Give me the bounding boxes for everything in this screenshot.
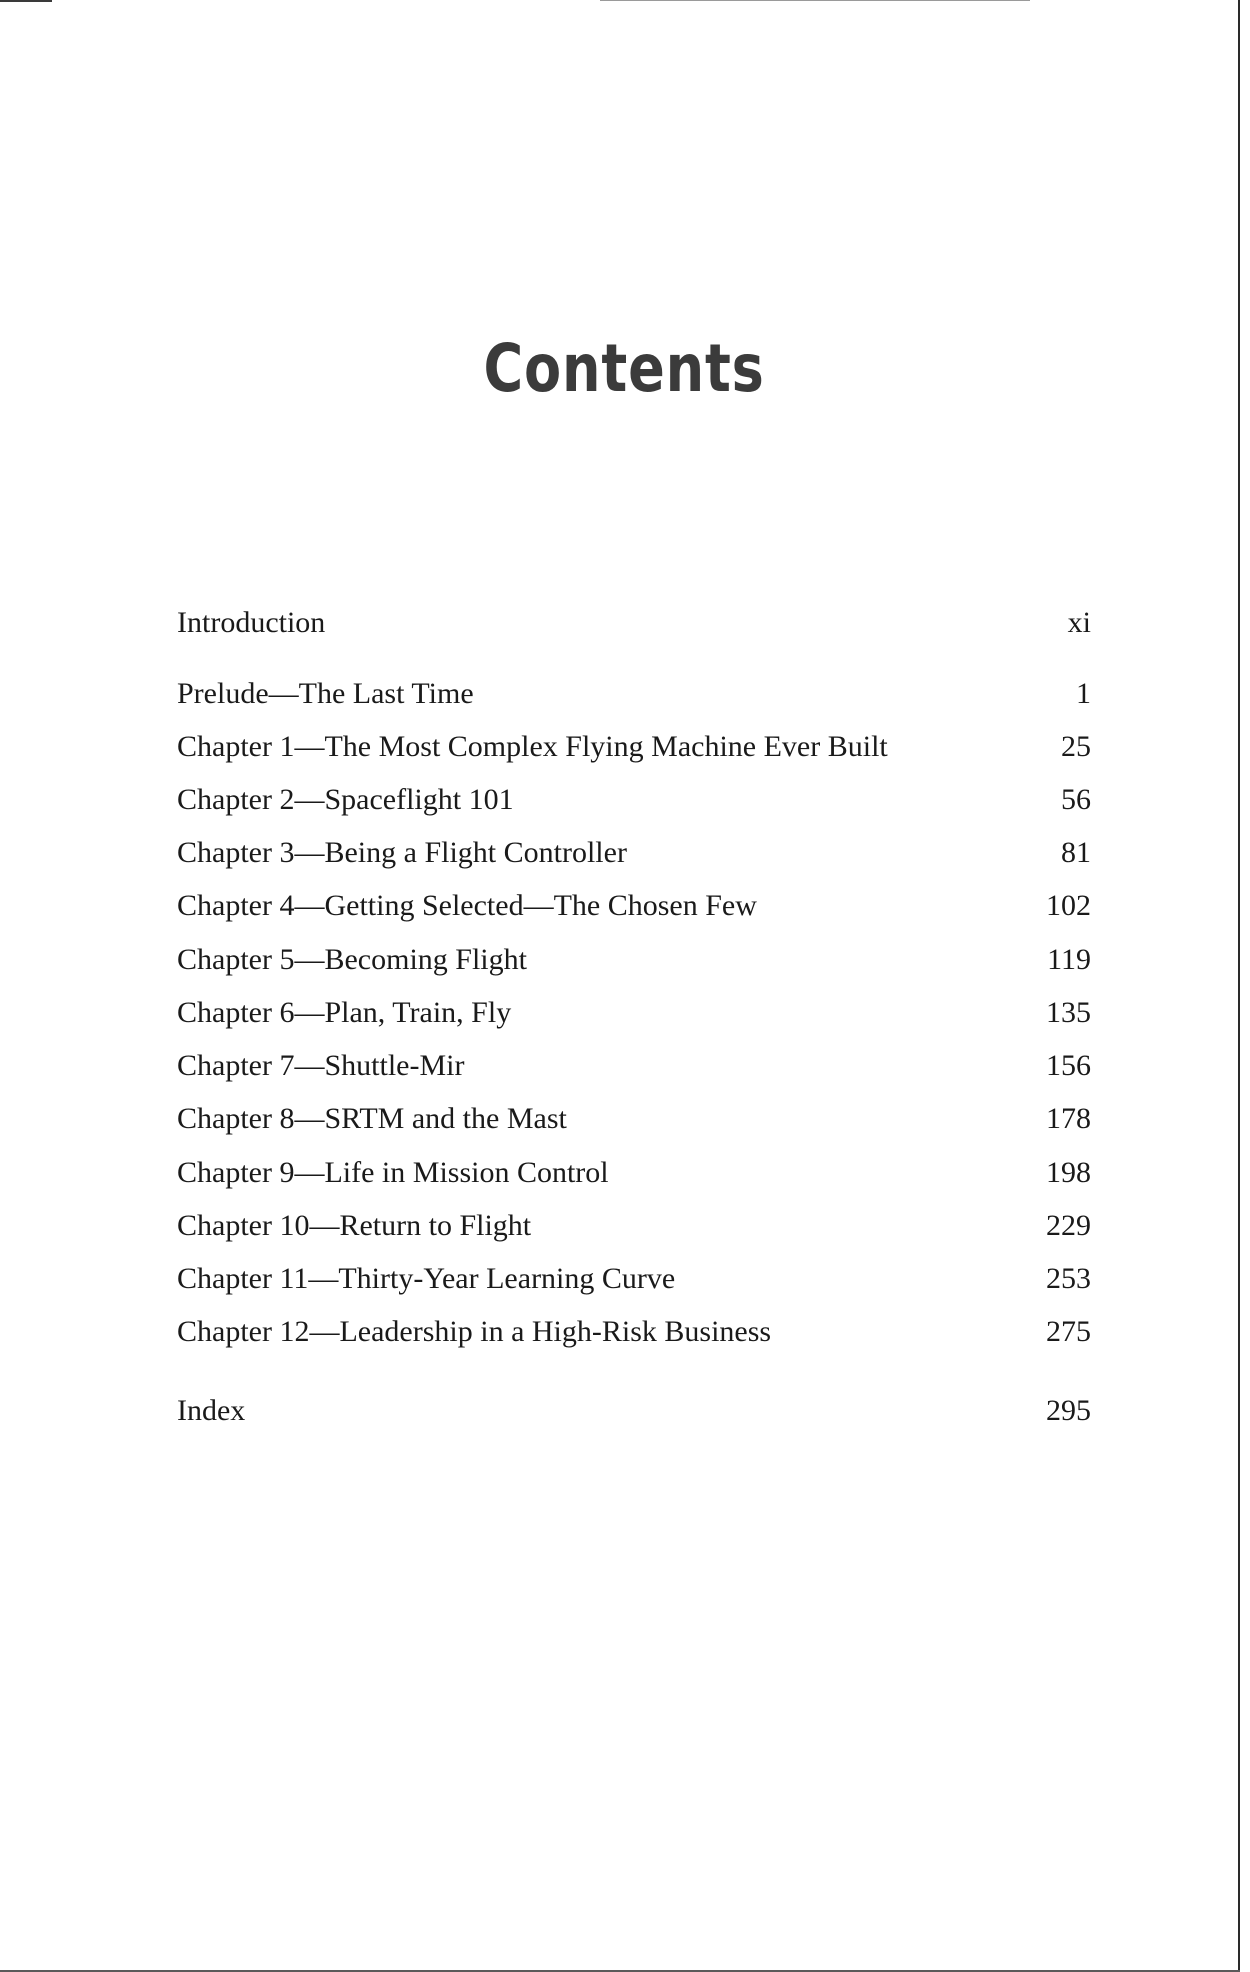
page-title: Contents xyxy=(483,330,765,407)
scan-edge-top xyxy=(0,0,52,2)
toc-entry-chapter-9[interactable] xyxy=(177,1153,1091,1193)
toc-entry-label: Chapter 2—Spaceflight 101 xyxy=(177,783,514,816)
toc-entry-label: Chapter 9—Life in Mission Control xyxy=(177,1156,609,1189)
toc-entry-index[interactable] xyxy=(177,1391,1091,1431)
toc-entry-chapter-6[interactable] xyxy=(177,993,1091,1033)
toc-entry-label: Chapter 3—Being a Flight Controller xyxy=(177,836,627,869)
toc-entry-chapter-2[interactable] xyxy=(177,780,1091,820)
toc-entry-label: Chapter 1—The Most Complex Flying Machine Ever Built xyxy=(177,730,888,763)
toc-entry-prelude[interactable] xyxy=(177,674,1091,714)
toc-entry-label: Prelude—The Last Time xyxy=(177,677,474,710)
toc-entry-chapter-4[interactable] xyxy=(177,886,1091,926)
toc-entry-chapter-5[interactable] xyxy=(177,940,1091,980)
toc-entry-chapter-11[interactable] xyxy=(177,1259,1091,1299)
toc-entry-page: 229 xyxy=(1046,1209,1091,1242)
toc-entry-label: Introduction xyxy=(177,606,326,639)
toc-entry-label: Chapter 10—Return to Flight xyxy=(177,1209,532,1242)
toc-entry-page: 56 xyxy=(1061,783,1091,816)
toc-entry-label: Chapter 6—Plan, Train, Fly xyxy=(177,996,512,1029)
toc-entry-label: Chapter 12—Leadership in a High-Risk Business xyxy=(177,1315,772,1348)
toc-entry-page: 81 xyxy=(1061,836,1091,869)
toc-entry-chapter-10[interactable] xyxy=(177,1206,1091,1246)
toc-entry-page: 295 xyxy=(1046,1394,1091,1427)
toc-entry-label: Chapter 8—SRTM and the Mast xyxy=(177,1102,567,1135)
toc-entry-chapter-12[interactable] xyxy=(177,1312,1091,1352)
toc-entry-chapter-8[interactable] xyxy=(177,1099,1091,1139)
toc-entry-page: 275 xyxy=(1046,1315,1091,1348)
toc-entry-label: Chapter 4—Getting Selected—The Chosen Few xyxy=(177,889,757,922)
toc-entry-label: Chapter 11—Thirty-Year Learning Curve xyxy=(177,1262,676,1295)
toc-entry-chapter-7[interactable] xyxy=(177,1046,1091,1086)
toc-entry-page: 178 xyxy=(1046,1102,1091,1135)
scan-edge-top-secondary xyxy=(600,0,1030,1)
toc-entry-chapter-1[interactable] xyxy=(177,727,1091,767)
toc-entry-page: 1 xyxy=(1076,677,1091,710)
toc-entry-page: 25 xyxy=(1061,730,1091,763)
toc-entry-page: 156 xyxy=(1046,1049,1091,1082)
toc-entry-page: 135 xyxy=(1046,996,1091,1029)
toc-entry-page: 102 xyxy=(1046,889,1091,922)
toc-entry-page: 253 xyxy=(1046,1262,1091,1295)
toc-entry-page: xi xyxy=(1067,606,1091,639)
toc-entry-label: Chapter 7—Shuttle-Mir xyxy=(177,1049,465,1082)
toc-entry-page: 119 xyxy=(1047,943,1091,976)
toc-entry-label: Chapter 5—Becoming Flight xyxy=(177,943,527,976)
scan-edge-right xyxy=(1238,0,1240,1972)
toc-entry-chapter-3[interactable] xyxy=(177,833,1091,873)
toc-entry-page: 198 xyxy=(1046,1156,1091,1189)
toc-entry-introduction[interactable] xyxy=(177,603,1091,643)
toc-entry-label: Index xyxy=(177,1394,246,1427)
